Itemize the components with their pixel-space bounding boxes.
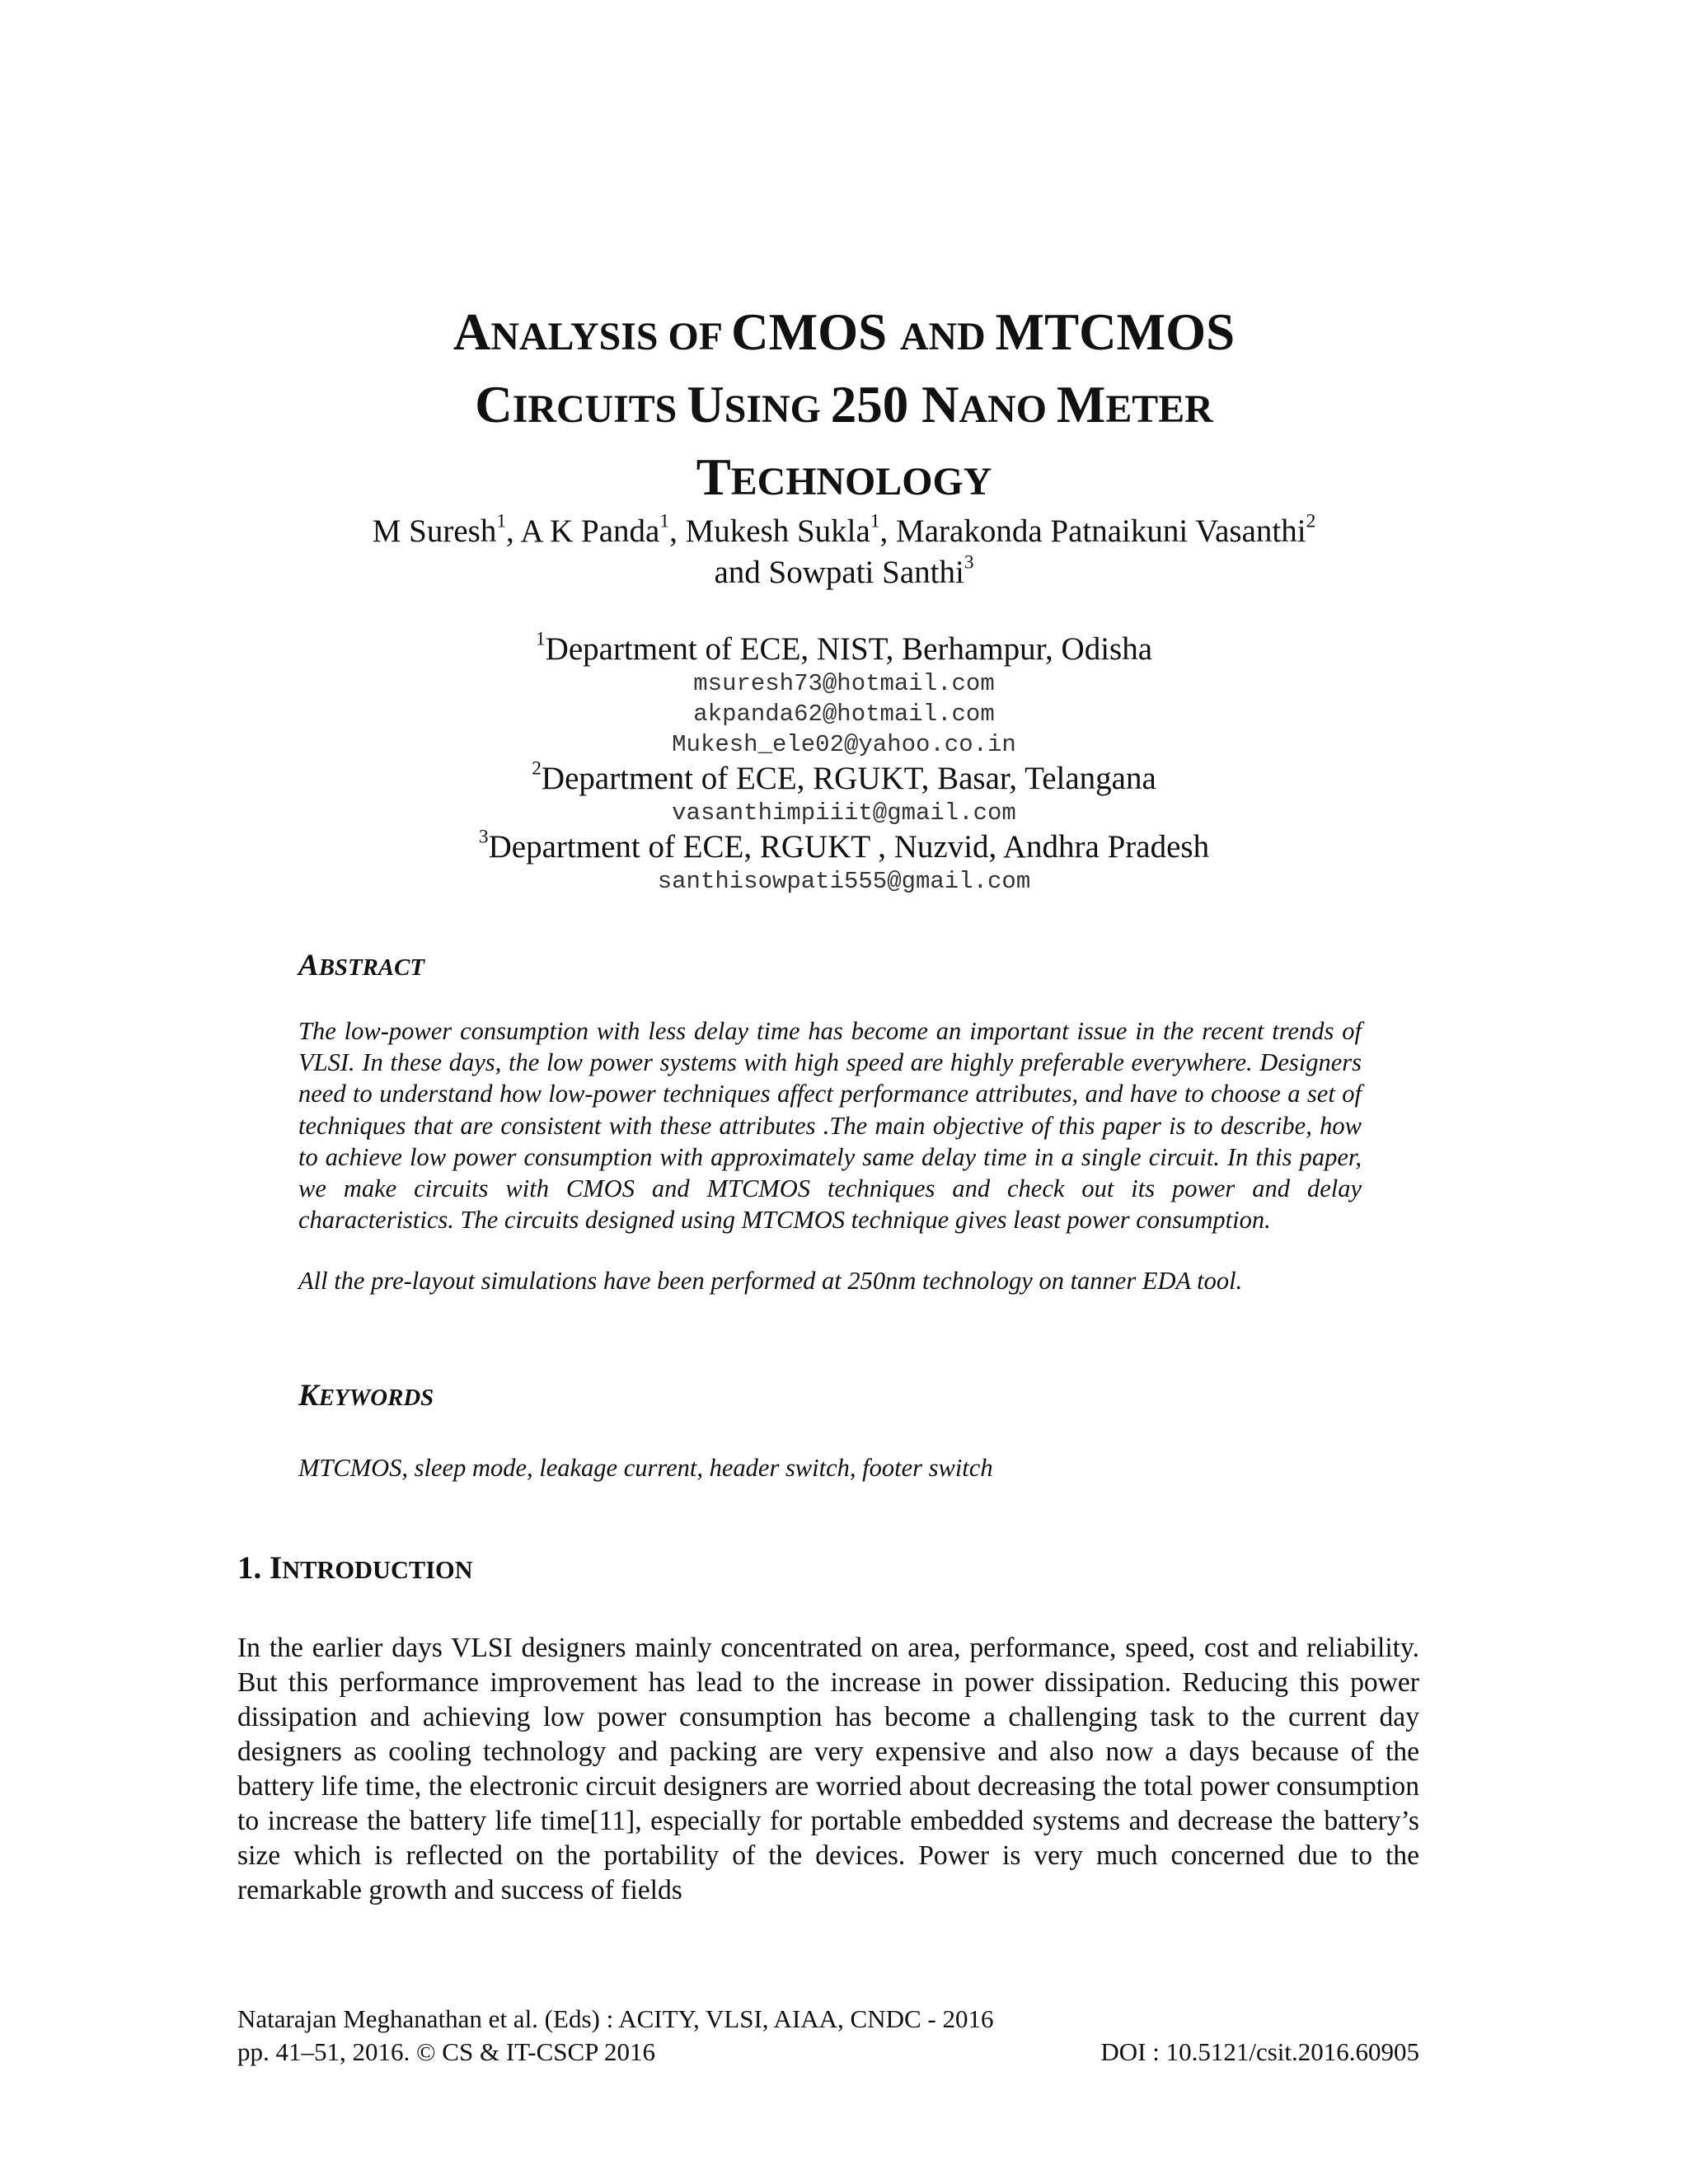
title-word: CMOS	[731, 303, 900, 361]
department-name: Department of ECE, RGUKT, Basar, Telangana	[541, 761, 1156, 796]
author-affiliation-mark: 2	[1306, 510, 1316, 532]
affiliations	[247, 630, 1441, 897]
affiliation-mark: 1	[535, 628, 546, 650]
author-affiliation-mark: 1	[496, 510, 507, 532]
title-word: ECHNOLOGY	[730, 460, 992, 504]
abstract-body	[298, 1015, 1362, 1297]
affiliation-department	[247, 757, 1441, 798]
title-word: A	[452, 303, 491, 361]
title-word: AND	[899, 315, 996, 359]
author-affiliation-mark: 3	[964, 551, 974, 574]
author-line-1	[247, 511, 1441, 552]
affiliation-department	[247, 630, 1441, 668]
title-word: T	[696, 448, 731, 506]
title-word: NALYSIS OF	[490, 315, 732, 359]
affiliation-mark: 2	[532, 757, 542, 780]
department-name: Department of ECE, NIST, Berhampur, Odisha	[545, 631, 1153, 667]
heading-rest: EYWORDS	[318, 1385, 434, 1411]
email-link[interactable]: msuresh73@hotmail.com	[693, 670, 995, 697]
keywords-heading	[298, 1378, 434, 1416]
title-word: N	[921, 376, 959, 434]
abstract-paragraph: The low-power consumption with less delay time has become an important issue in the recent trends of VLSI. In these days, the low power systems with high speed are highly preferable everywhere. Designers need to understand how low-power techniques affect performance attributes, and have to choose a set of techniques that are consistent with these attributes .The main objective of this paper is to describe, how to achieve low power consumption with approximately same delay time in a single circuit. In this paper, we make circuits with CMOS and MTCMOS techniques and check out its power and delay characteristics. The circuits designed using MTCMOS technique gives least power consumption.	[298, 1017, 1362, 1235]
footer-row	[237, 2036, 1419, 2069]
doi-link[interactable]: DOI : 10.5121/csit.2016.60905	[1100, 2037, 1419, 2066]
heading-initial: A	[298, 949, 319, 982]
author-affiliation-mark: 1	[870, 510, 880, 532]
title-line-2	[247, 371, 1441, 443]
author-line-2	[247, 552, 1441, 593]
author-name: , Marakonda Patnaikuni Vasanthi	[879, 513, 1306, 549]
author-name: , A K Panda	[506, 513, 660, 549]
proceedings-citation: Natarajan Meghanathan et al. (Eds) : ACITY, VLSI, AIAA, CNDC - 2016	[237, 2004, 994, 2033]
title-line-3	[247, 443, 1441, 516]
page-footer	[237, 2003, 1419, 2069]
author-affiliation-mark: 1	[659, 510, 670, 532]
author-name: , Mukesh Sukla	[669, 513, 870, 549]
affiliation-mark: 3	[478, 826, 489, 848]
email-link[interactable]: vasanthimpiiit@gmail.com	[672, 799, 1016, 827]
heading-rest: NTRODUCTION	[282, 1556, 473, 1584]
introduction-paragraph: In the earlier days VLSI designers mainly concentrated on area, performance, speed, cost and reliability. But this performance improvement has lead to the increase in power dissipation. Reducing this power dissipation and achieving low power consumption has become a challenging task to the current day designers as cooling technology and packing are very expensive and also now a days because of the battery life time, the electronic circuit designers are worried about decreasing the total power consumption to increase the battery life time[11], especially for portable embedded systems and decrease the battery’s size which is reflected on the portability of the devices. Power is very much concerned due to the remarkable growth and success of fields	[237, 1633, 1419, 1905]
title-word: 250	[830, 376, 922, 434]
footer-row	[237, 2003, 1419, 2036]
email-link[interactable]: akpanda62@hotmail.com	[693, 701, 995, 728]
heading-initial: 1. I	[237, 1550, 283, 1586]
department-name: Department of ECE, RGUKT , Nuzvid, Andhra Pradesh	[488, 829, 1210, 865]
author-name: and Sowpati Santhi	[714, 555, 964, 590]
abstract-heading	[298, 948, 424, 986]
title-word: ETER	[1105, 387, 1213, 431]
page-range-copyright: pp. 41–51, 2016. © CS & IT-CSCP 2016	[237, 2037, 656, 2066]
author-list	[247, 511, 1441, 593]
title-word: IRCUITS	[512, 387, 687, 431]
email-link[interactable]: Mukesh_ele02@yahoo.co.in	[672, 731, 1016, 758]
introduction-heading	[237, 1549, 473, 1589]
title-word: MTCMOS	[995, 303, 1236, 361]
title-word: U	[687, 376, 724, 434]
title-word: ANO	[959, 387, 1057, 431]
title-word: M	[1056, 376, 1106, 434]
title-word: C	[475, 376, 513, 434]
paper-title	[247, 298, 1441, 516]
author-name: M Suresh	[372, 513, 497, 549]
heading-rest: BSTRACT	[318, 954, 424, 981]
title-line-1	[247, 298, 1441, 371]
abstract-paragraph: All the pre-layout simulations have been performed at 250nm technology on tanner EDA tool.	[298, 1267, 1243, 1296]
heading-initial: K	[298, 1379, 319, 1413]
keywords-text: MTCMOS, sleep mode, leakage current, header switch, footer switch	[298, 1454, 993, 1482]
affiliation-department	[247, 828, 1441, 866]
email-link[interactable]: santhisowpati555@gmail.com	[657, 868, 1031, 895]
title-word: SING	[724, 387, 831, 431]
